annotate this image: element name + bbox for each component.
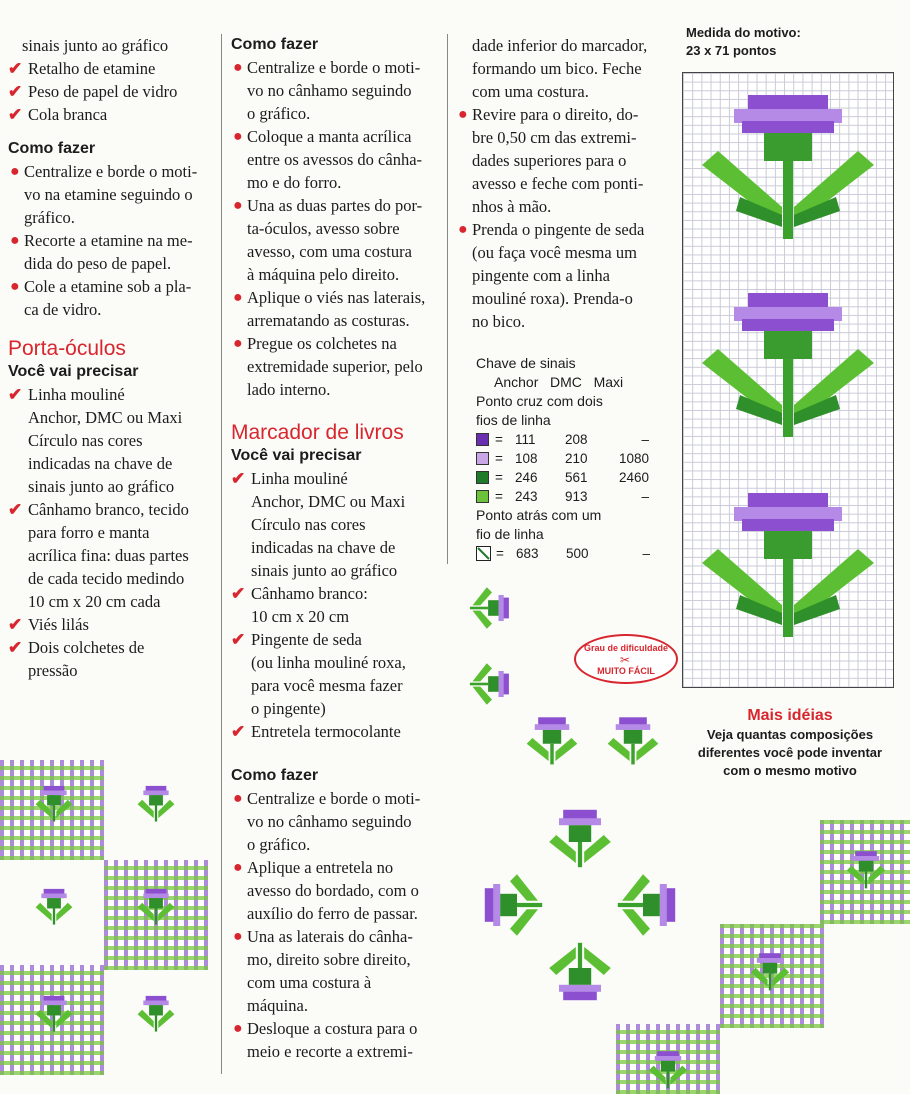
step-item: ● Coloque a manta acrílica entre os avessos do cânha- mo e do forro. <box>233 127 423 192</box>
bullet-icon: ● <box>10 163 20 180</box>
cross-stitch-chart <box>682 72 894 688</box>
key-cross-label: fios de linha <box>476 412 551 428</box>
bullet-icon: ● <box>10 278 20 295</box>
badge-bottom-text: MUITO FÁCIL <box>597 666 655 676</box>
bullet-icon: ● <box>458 221 468 238</box>
need-item: ✔ Linha mouliné Anchor, DMC ou Maxi Círculo nas cores indicadas na chave de sinais junto ao gráfico <box>8 385 183 496</box>
step-item: ● Aplique o viés nas laterais, arrematando as costuras. <box>233 288 426 330</box>
como-fazer-heading: Como fazer <box>8 140 96 157</box>
column-1 <box>8 34 218 682</box>
step-item: ● Pregue os colchetes na extremidade superior, pelo lado interno. <box>233 334 423 399</box>
need-item: ✔ Cânhamo branco, tecido para forro e manta acrílica fina: duas partes de cada tecido medindo 10 cm x 20 cm cada <box>8 500 189 611</box>
step-item: ● Centralize e borde o moti- vo no cânhamo seguindo o gráfico. <box>233 789 421 854</box>
como-fazer-heading: Como fazer <box>231 36 319 53</box>
mais-ideias-text: Veja quantas composições <box>706 727 874 742</box>
check-icon: ✔ <box>8 385 23 404</box>
check-icon: ✔ <box>231 584 246 603</box>
check-icon: ✔ <box>8 105 23 124</box>
swatch-icon <box>476 471 489 484</box>
step-item: ● Cole a etamine sob a pla- ca de vidro. <box>10 277 192 319</box>
step-item: ● Recorte a etamine na me- dida do peso de papel. <box>10 231 193 273</box>
swatch-icon <box>476 490 489 503</box>
thistle-motifs <box>0 760 208 1094</box>
check-icon: ✔ <box>231 630 246 649</box>
bullet-icon: ● <box>233 197 243 214</box>
need-item: ✔ Linha mouliné Anchor, DMC ou Maxi Círculo nas cores indicadas na chave de sinais junto ao gráfico <box>231 469 406 580</box>
bullet-icon: ● <box>10 232 20 249</box>
column-3: dade inferior do marcador, formando um bico. Feche com uma costura. ● Revire para o direito, do- bre 0,50 cm das extremi- dades superiores para o avesso e feche com ponti- nhos à mão. ● Prenda o pingente de seda (ou faça você mesma um pingente com a linha mouliné roxa). Prenda-o no bico. <box>456 34 666 333</box>
mais-ideias-title: Mais idéias <box>747 707 833 724</box>
check-icon: ✔ <box>231 469 246 488</box>
mais-ideias-text: com o mesmo motivo <box>723 763 857 778</box>
measure-label: Medida do motivo: 23 x 71 pontos <box>686 25 801 58</box>
scissors-icon: ✂ <box>620 653 631 667</box>
key-title: Chave de sinais <box>476 355 576 371</box>
need-item: ✔ Dois colchetes de pressão <box>8 638 145 680</box>
need-item: ✔ Entretela termocolante <box>231 722 401 741</box>
badge-top-text: Grau de dificuldade <box>583 643 668 653</box>
section-title-marcador: Marcador de livros <box>231 421 404 444</box>
check-icon: ✔ <box>8 82 23 101</box>
como-fazer-heading-2: Como fazer <box>231 767 319 784</box>
chart-thistles <box>683 73 893 687</box>
color-key <box>476 354 666 563</box>
step-item: ● Revire para o direito, do- bre 0,50 cm das extremi- dades superiores para o avesso e feche com ponti- nhos à mão. <box>458 105 644 216</box>
bullet-icon: ● <box>233 790 243 807</box>
step-item: ● Prenda o pingente de seda (ou faça você mesma um pingente com a linha mouliné roxa). Prenda-o no bico. <box>458 220 645 331</box>
step-item: ● Aplique a entretela no avesso do bordado, com o auxílio do ferro de passar. <box>233 858 419 923</box>
bullet-icon: ● <box>233 335 243 352</box>
check-icon: ✔ <box>8 59 23 78</box>
key-cross-label: Ponto cruz com dois <box>476 393 603 409</box>
check-icon: ✔ <box>8 638 23 657</box>
mais-ideias <box>670 706 910 780</box>
key-back-label: Ponto atrás com um <box>476 507 602 523</box>
key-row: = 108 210 1080 <box>476 449 666 468</box>
key-row: = 243 913 – <box>476 487 666 506</box>
key-row: = 683 500 – <box>476 544 666 563</box>
check-icon: ✔ <box>231 722 246 741</box>
key-brands: Anchor DMC Maxi <box>494 374 624 390</box>
bullet-icon: ● <box>233 289 243 306</box>
backstitch-icon <box>476 546 491 561</box>
column-divider <box>447 34 448 564</box>
need-item: ✔ Cola branca <box>8 105 108 124</box>
need-item: ✔ Pingente de seda (ou linha mouliné roxa, para você mesma fazer o pingente) <box>231 630 406 718</box>
key-back-label: fio de linha <box>476 526 544 542</box>
need-item: ✔ Viés lilás <box>8 615 89 634</box>
intro-line: sinais junto ao gráfico <box>22 36 169 55</box>
step-item: ● Una as duas partes do por- ta-óculos, avesso sobre avesso, com uma costura à máquina pelo direito. <box>233 196 423 284</box>
bullet-icon: ● <box>233 1020 243 1037</box>
step-item: ● Una as laterais do cânha- mo, direito sobre direito, com uma costura à máquina. <box>233 927 413 1015</box>
precisar-heading: Você vai precisar <box>8 363 139 380</box>
step-item: ● Centralize e borde o moti- vo na etamine seguindo o gráfico. <box>10 162 198 227</box>
bullet-icon: ● <box>233 859 243 876</box>
mais-ideias-text: diferentes você pode inventar <box>697 745 883 760</box>
need-item: ✔ Peso de papel de vidro <box>8 82 178 101</box>
check-icon: ✔ <box>8 500 23 519</box>
bullet-icon: ● <box>458 106 468 123</box>
swatch-icon <box>476 452 489 465</box>
section-title-porta-oculos: Porta-óculos <box>8 337 126 360</box>
step-item: ● Centralize e borde o moti- vo no cânhamo seguindo o gráfico. <box>233 58 421 123</box>
difficulty-badge <box>574 634 678 684</box>
check-icon: ✔ <box>8 615 23 634</box>
precisar-heading: Você vai precisar <box>231 447 362 464</box>
need-item: ✔ Cânhamo branco: 10 cm x 20 cm <box>231 584 368 626</box>
bullet-icon: ● <box>233 928 243 945</box>
key-row: = 246 561 2460 <box>476 468 666 487</box>
column-2 <box>231 34 441 1063</box>
bullet-icon: ● <box>233 59 243 76</box>
bullet-icon: ● <box>233 128 243 145</box>
swatch-icon <box>476 433 489 446</box>
step-item: ● Desloque a costura para o meio e recorte a extremi- <box>233 1019 418 1061</box>
column-divider <box>221 34 222 1074</box>
bookmark-thistles <box>616 820 910 1094</box>
bookmark-photo <box>616 820 910 1094</box>
key-row: = 111 208 – <box>476 430 666 449</box>
need-item: ✔ Retalho de etamine <box>8 59 156 78</box>
eyeglass-case-photo <box>0 760 208 1094</box>
